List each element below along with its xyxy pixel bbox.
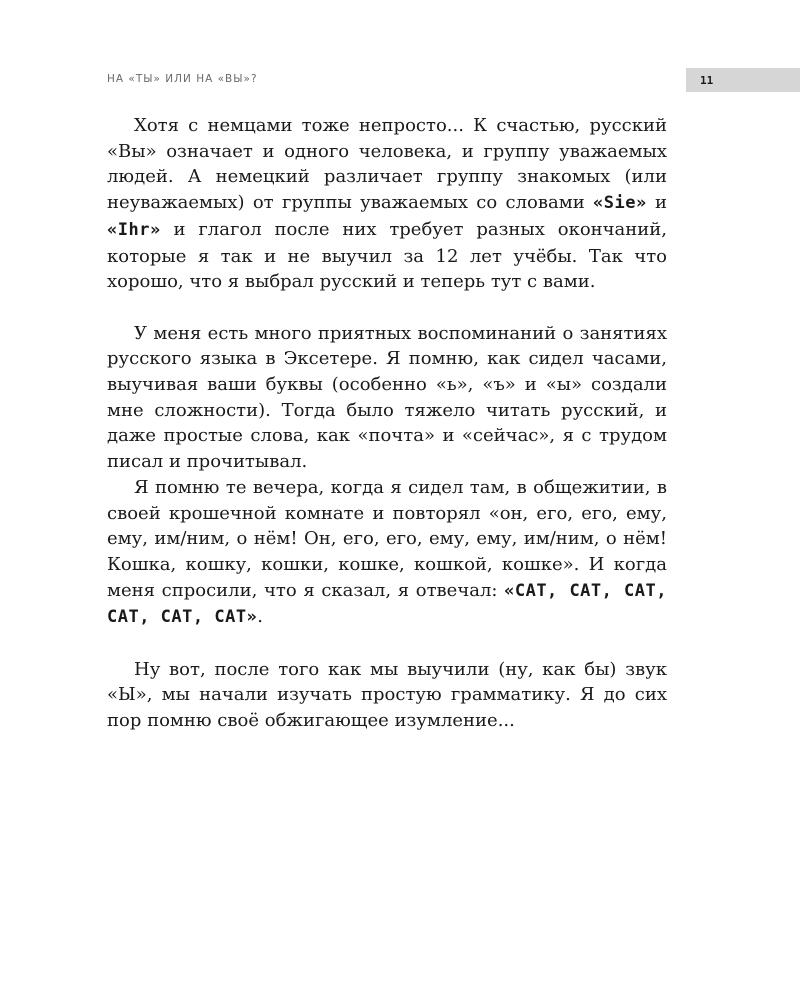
cat-phrase: «CAT, CAT, CAT, CAT, CAT, CAT» [107, 580, 667, 628]
paragraph-2: У меня есть много приятных воспоминаний о занятиях русского языка в Эксетере. Я помню, как сидел часами, выучивая ваши буквы (особенно «ь», «ъ» и «ы» создали мне сложности). Тогда было тяжело читать русский, и даже простые слова, как «почта» и «сейчас», я с трудом писал и прочитывал. [107, 322, 667, 473]
paragraph-3 [107, 475, 667, 631]
paragraph-4: Ну вот, после того как мы выучили (ну, как бы) звук «Ы», мы начали изучать простую грамматику. Я до сих пор помню своё обжигающее изумление... [107, 658, 667, 732]
word-ihr: «Ihr» [107, 219, 161, 240]
running-head: НА «ТЫ» ИЛИ НА «ВЫ»? [107, 73, 258, 85]
paragraph-1-text-c: и глагол после них требует разных окончаний, которые я так и не выучил за 12 лет учёбы. Так что хорошо, что я выбрал русский и теперь тут с вами. [107, 218, 667, 293]
paragraph-1-text-a: Хотя с немцами тоже непросто... К счастью, русский «Вы» означает и одного человека, и группу уважаемых людей. А немецкий различает группу знакомых (или неуважаемых) от группы уважаемых со словами [107, 115, 667, 214]
paragraph-1 [107, 113, 667, 295]
page-number: 11 [700, 74, 714, 87]
word-sie: «Sie» [593, 193, 647, 214]
paragraph-3-text-b: . [257, 606, 264, 628]
paragraph-3-text-a: Я помню те вечера, когда я сидел там, в общежитии, в своей крошечной комнате и повторял «он, его, его, ему, ему, им/ним, о нём! Он, его, его, ему, ему, им/ним, о нём! Кошка, кошку, кошки, кошке, кошкой, кошке». И когда меня спросили, что я сказал, я отвечал: [107, 476, 667, 601]
paragraph-1-text-b: и [646, 192, 667, 214]
page-number-tab [686, 68, 800, 92]
text-block [107, 113, 667, 734]
